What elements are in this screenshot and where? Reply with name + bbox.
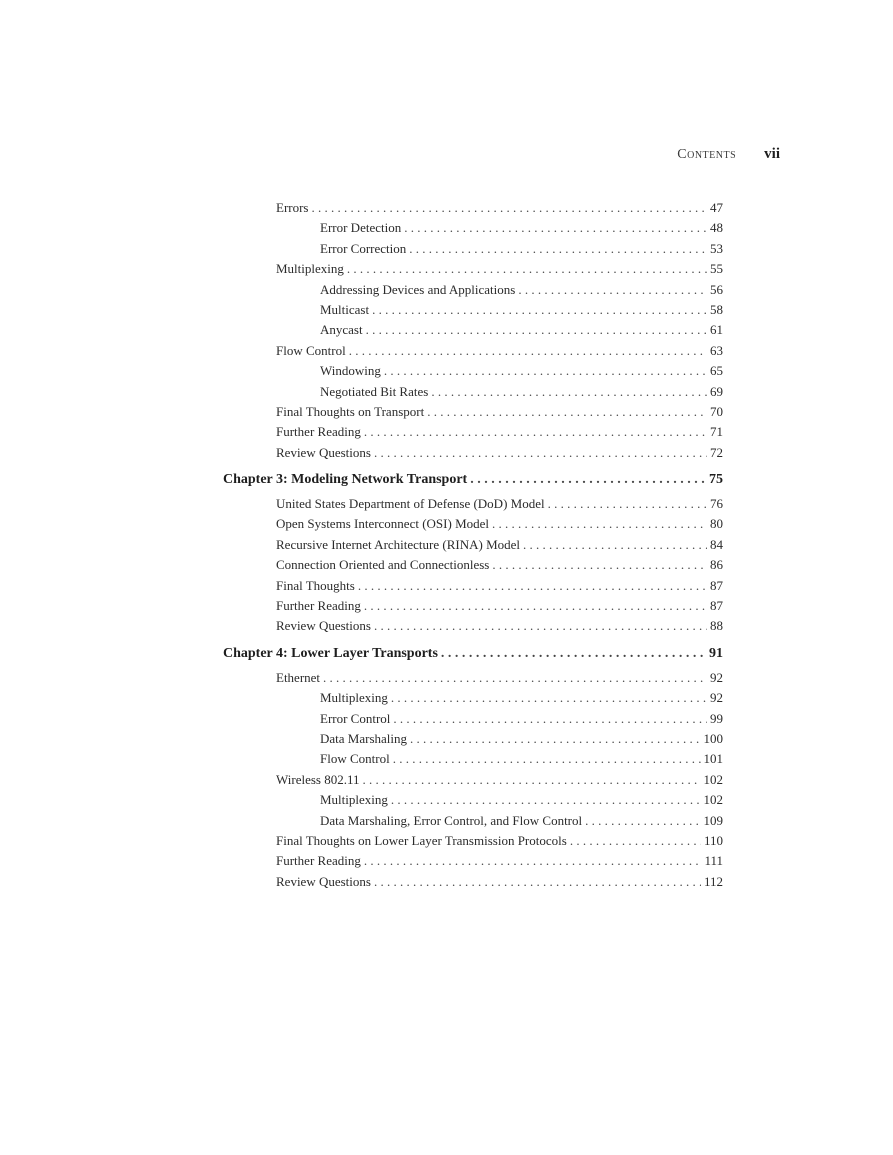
toc-section-entry — [223, 424, 723, 444]
toc-entry-title: Anycast — [320, 322, 363, 338]
toc-section-entry — [223, 853, 723, 873]
toc-entry-page: 70 — [710, 403, 723, 419]
toc-entry-page: 63 — [710, 342, 723, 358]
toc-entry-title: Addressing Devices and Applications — [320, 281, 516, 297]
toc-section-entry — [223, 343, 723, 363]
toc-entry-page: 112 — [703, 873, 723, 889]
toc-entry-title: Further Reading — [276, 853, 361, 869]
toc-entry-title: Wireless 802.11 — [276, 771, 360, 787]
toc-entry-page: 87 — [710, 598, 723, 614]
toc-section-entry — [223, 557, 723, 577]
toc-entry-title: Windowing — [320, 363, 381, 379]
toc-entry-title: Multiplexing — [320, 792, 388, 808]
toc-section-entry — [223, 200, 723, 220]
toc-chapter-entry — [223, 472, 723, 496]
toc-entry-page: 69 — [710, 383, 723, 399]
toc-entry-page: 92 — [710, 669, 723, 685]
toc-entry-page: 99 — [710, 710, 723, 726]
page-number: vii — [764, 146, 780, 162]
toc-entry-page: 110 — [703, 832, 723, 848]
toc-subsection-entry — [223, 690, 723, 710]
toc-entry-title: Recursive Internet Architecture (RINA) Model — [276, 536, 521, 552]
toc-dot-leader — [391, 690, 707, 706]
toc-section-entry — [223, 598, 723, 618]
toc-dot-leader — [523, 537, 707, 553]
toc-dot-leader — [393, 711, 707, 727]
toc-section-entry — [223, 670, 723, 690]
toc-dot-leader — [347, 261, 707, 277]
toc-entry-page: 55 — [710, 261, 723, 277]
toc-entry-page: 48 — [710, 220, 723, 236]
toc-section-entry — [223, 772, 723, 792]
toc-subsection-entry — [223, 711, 723, 731]
toc-section-entry — [223, 537, 723, 557]
toc-entry-title: Chapter 4: Lower Layer Transports — [223, 645, 438, 661]
toc-entry-page: 100 — [703, 730, 723, 746]
toc-entry-page: 84 — [710, 536, 723, 552]
toc-entry-title: Multiplexing — [276, 261, 344, 277]
toc-entry-title: Review Questions — [276, 444, 371, 460]
toc-entry-title: Review Questions — [276, 873, 371, 889]
toc-entry-page: 58 — [710, 301, 723, 317]
toc-dot-leader — [391, 792, 701, 808]
toc-dot-leader — [492, 557, 707, 573]
toc-subsection-entry — [223, 384, 723, 404]
toc-section-entry — [223, 496, 723, 516]
toc-entry-page: 109 — [703, 812, 723, 828]
toc-entry-title: Error Control — [320, 710, 391, 726]
toc-entry-title: Final Thoughts — [276, 577, 355, 593]
toc-entry-title: Connection Oriented and Connectionless — [276, 557, 490, 573]
toc-entry-page: 56 — [710, 281, 723, 297]
toc-entry-title: Multicast — [320, 301, 370, 317]
toc-dot-leader — [366, 322, 707, 338]
toc-subsection-entry — [223, 792, 723, 812]
toc-entry-title: Multiplexing — [320, 690, 388, 706]
toc-subsection-entry — [223, 241, 723, 261]
toc-subsection-entry — [223, 813, 723, 833]
toc-entry-title: Review Questions — [276, 618, 371, 634]
toc-dot-leader — [518, 282, 707, 298]
toc-entry-title: Flow Control — [320, 751, 390, 767]
toc-section-entry — [223, 618, 723, 638]
toc-section-entry — [223, 874, 723, 894]
toc-subsection-entry — [223, 282, 723, 302]
toc-dot-leader — [374, 874, 701, 890]
toc-entry-page: 111 — [704, 853, 723, 869]
toc-entry-page: 71 — [710, 424, 723, 440]
toc-dot-leader — [358, 578, 707, 594]
toc-subsection-entry — [223, 302, 723, 322]
toc-entry-page: 102 — [703, 792, 723, 808]
toc-entry-page: 87 — [710, 577, 723, 593]
toc-entry-page: 61 — [710, 322, 723, 338]
toc-section-entry — [223, 516, 723, 536]
toc-chapter-entry — [223, 646, 723, 670]
toc-entry-title: Further Reading — [276, 598, 361, 614]
toc-entry-title: Final Thoughts on Transport — [276, 403, 425, 419]
toc-dot-leader — [372, 302, 707, 318]
toc-section-entry — [223, 261, 723, 281]
toc-subsection-entry — [223, 220, 723, 240]
running-title: Contents — [677, 147, 737, 162]
toc-entry-title: Ethernet — [276, 669, 321, 685]
toc-dot-leader — [410, 731, 700, 747]
toc-dot-leader — [364, 424, 707, 440]
toc-dot-leader — [470, 472, 706, 488]
toc-entry-title: Errors — [276, 200, 309, 215]
toc-dot-leader — [404, 220, 707, 236]
toc-subsection-entry — [223, 322, 723, 342]
toc-dot-leader — [492, 516, 707, 532]
toc-entry-page: 65 — [710, 363, 723, 379]
toc-entry-page: 76 — [710, 496, 723, 512]
toc-subsection-entry — [223, 731, 723, 751]
toc-entry-title: Further Reading — [276, 424, 361, 440]
toc-entry-page: 101 — [703, 751, 723, 767]
toc-entry-title: Flow Control — [276, 342, 346, 358]
toc-entry-page: 80 — [710, 516, 723, 532]
toc-section-entry — [223, 404, 723, 424]
toc-dot-leader — [431, 384, 707, 400]
running-header — [600, 146, 780, 166]
toc-entry-title: Negotiated Bit Rates — [320, 383, 429, 399]
toc-entry-page: 53 — [710, 240, 723, 256]
toc-dot-leader — [364, 598, 707, 614]
toc-section-entry — [223, 578, 723, 598]
toc-entry-page: 102 — [703, 771, 723, 787]
toc-entry-title: Final Thoughts on Lower Layer Transmission Protocols — [276, 832, 567, 848]
toc-entry-title: Error Detection — [320, 220, 402, 236]
toc-entry-page: 72 — [710, 444, 723, 460]
toc-dot-leader — [349, 343, 707, 359]
toc-entry-page: 92 — [710, 690, 723, 706]
toc-dot-leader — [364, 853, 702, 869]
toc-subsection-entry — [223, 751, 723, 771]
table-of-contents — [223, 200, 723, 894]
toc-dot-leader — [384, 363, 707, 379]
toc-dot-leader — [374, 445, 707, 461]
toc-dot-leader — [548, 496, 707, 512]
toc-dot-leader — [312, 200, 708, 216]
toc-dot-leader — [585, 813, 700, 829]
toc-entry-title: Data Marshaling, Error Control, and Flow Control — [320, 812, 583, 828]
toc-section-entry — [223, 833, 723, 853]
toc-entry-page: 88 — [710, 618, 723, 634]
toc-entry-page: 91 — [709, 645, 723, 661]
toc-dot-leader — [362, 772, 700, 788]
toc-dot-leader — [374, 618, 707, 634]
toc-subsection-entry — [223, 363, 723, 383]
toc-dot-leader — [323, 670, 707, 686]
toc-dot-leader — [409, 241, 707, 257]
toc-entry-page: 75 — [709, 472, 723, 488]
toc-entry-title: Chapter 3: Modeling Network Transport — [223, 472, 468, 488]
toc-dot-leader — [393, 751, 701, 767]
toc-dot-leader — [427, 404, 707, 420]
toc-section-entry — [223, 445, 723, 465]
toc-entry-title: Error Correction — [320, 240, 407, 256]
toc-entry-title: United States Department of Defense (DoD) Model — [276, 496, 545, 512]
toc-dot-leader — [570, 833, 701, 849]
toc-entry-title: Data Marshaling — [320, 730, 408, 746]
toc-dot-leader — [441, 646, 706, 662]
toc-entry-page: 47 — [710, 200, 723, 215]
toc-entry-page: 86 — [710, 557, 723, 573]
toc-entry-title: Open Systems Interconnect (OSI) Model — [276, 516, 490, 532]
